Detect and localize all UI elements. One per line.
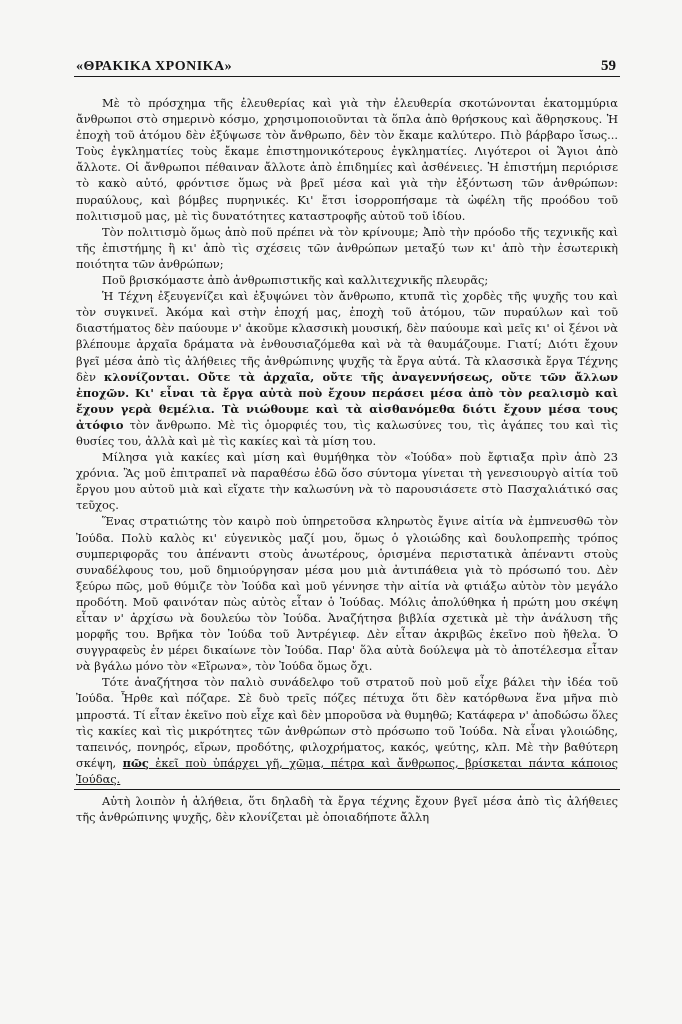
paragraph-8: Αὐτὴ λοιπὸν ἡ ἀλήθεια, ὅτι δηλαδὴ τὰ ἔργα τέχνης ἔχουν βγεῖ μέσα ἀπὸ τὶς ἀλήθειες τῆς ἀνθρώπινης ψυχῆς, δὲν κλονίζεται μὲ ὁποιαδήποτε ἄλλη xyxy=(76,794,618,825)
section-rule xyxy=(74,789,620,790)
paragraph-4-bold: κλονίζονται. Οὔτε τὰ ἀρχαῖα, οὔτε τῆς ἀναγεννήσεως, οὔτε τῶν ἄλλων ἐποχῶν. Κι' εἶναι τὰ ἔργα αὐτὰ ποὺ ἔχουν περάσει μέσα ἀπὸ τὸν ρεαλισμὸ καὶ ἔχουν γερὰ θεμέλια. Τὰ νιώθουμε καὶ τὰ αἰσθανόμεθα διότι ἔχουν μέσα τους ἀτόφιο xyxy=(76,369,618,432)
paragraph-7-text: Τότε ἀναζήτησα τὸν παλιὸ συνάδελφο τοῦ στρατοῦ ποὺ μοῦ εἶχε βάλει τὴν ἰδέα τοῦ Ἰούδα. Ἦρθε καὶ πόζαρε. Σὲ δυὸ τρεῖς πόζες πέτυχα ὅτι δὲν κατόρθωνα ἕνα μῆνα πιὸ μπροστά. Τί εἶταν ἐκεῖνο ποὺ εἶχε καὶ δὲν μποροῦσα νὰ θυμηθῶ; Κατάφερα ν' ἀποδώσω ὅλες τὶς κακίες καὶ τὶς μικρότητες τῶν ἀνθρώπων στὸ πρόσωπο τοῦ Ἰούδα. Νὰ εἶναι γλοιώδης, ταπεινός, πονηρός, εἴρων, προδότης, φιλοχρήματος, κακός, ψεύτης, κλπ. Μὲ τὴν βαθύτερη σκέψη, xyxy=(76,675,618,770)
header-rule xyxy=(74,76,620,77)
paragraph-6: Ἕνας στρατιώτης τὸν καιρὸ ποὺ ὑπηρετοῦσα κληρωτὸς ἔγινε αἰτία νὰ ἐμπνευσθῶ τὸν Ἰούδα. Πολὺ καλὸς κι' εὐγενικὸς μαζί μου, ὅμως ὁ γλοιώδης καὶ δουλοπρεπὴς τρόπος συμπεριφορᾶς του ἀπέναντι στοὺς ἀνωτέρους, ὁρισμένα περιστατικὰ ἀπέναντι στοὺς συναδέλφους του, μοῦ δημιούργησαν μέσα μου μιὰ ἀντιπάθεια γιὰ τὸ πρόσωπό του. Δὲν ξεύρω πῶς, μοῦ θύμιζε τὸν Ἰούδα καὶ μοῦ γέννησε τὴν αἰτία νὰ φτιάξω αὐτὸν τὸν μεγάλο προδότη. Μοῦ φαινόταν πὼς αὐτὸς εἶταν ὁ Ἰούδας. Μόλις ἀπολύθηκα ἡ πρώτη μου σκέψη εἶταν ν' ἀρχίσω νὰ δουλεύω τὸν Ἰούδα. Ἀναζήτησα βιβλία σχετικὰ μὲ τὴν ἀνάλυση τῆς μορφῆς του. Βρῆκα τὸν Ἰούδα τοῦ Ἀντρέγιεφ. Δὲν εἶταν ἀκριβῶς ἐκεῖνο ποὺ ἤθελα. Ὁ συγγραφεὺς ἐν μέρει δικαίωνε τὸν Ἰούδα. Παρ' ὅλα αὐτὰ δούλεψα μὰ τὸ ἀποτέλεσμα εἶταν νὰ βγάλω μόνο τὸν «Εἴρωνα», τὸν Ἰούδα ὅμως ὄχι. xyxy=(76,514,618,674)
paragraph-4-text: Ἡ Τέχνη ἐξευγενίζει καὶ ἐξυψώνει τὸν ἄνθρωπο, κτυπᾶ τὶς χορδὲς τῆς ψυχῆς του καὶ τὸν συγκινεῖ. Ἀκόμα καὶ στὴν ἐποχή μας, ἐποχὴ τοῦ ἀτόμου, τῶν πυραύλων καὶ τοῦ διαστήματος δὲν παύουμε ν' ἀκοῦμε κλασσικὴ μουσική, δὲν παύουμε καὶ μεῖς κι' οἱ ξένοι νὰ βλέπουμε ἀρχαῖα δράματα νὰ ἐνθουσιαζόμεθα καὶ νὰ τὰ θαυμάζουμε. Γιατί; Διότι ἔχουν βγεῖ μέσα ἀπὸ τὶς ἀλήθειες τῆς ἀνθρώπινης ψυχῆς τὰ ἔργα αὐτά. Τὰ κλασσικὰ ἔργα Τέχνης δὲν xyxy=(76,289,618,384)
paragraph-4 xyxy=(76,288,618,449)
paragraph-7 xyxy=(76,674,618,787)
page-number: 59 xyxy=(601,58,616,74)
paragraph-3: Ποῦ βρισκόμαστε ἀπὸ ἀνθρωπιστικῆς καὶ καλλιτεχνικῆς πλευρᾶς; xyxy=(102,273,489,288)
running-header xyxy=(76,58,616,75)
paragraph-7-end: ἐκεῖ ποὺ ὑπάρχει γῆ, χῶμα, πέτρα καὶ ἄνθρωπος, βρίσκεται πάντα κάποιος Ἰούδας. xyxy=(76,755,619,786)
paragraph-7-emphasis: πῶς xyxy=(122,755,149,770)
journal-title: «ΘΡΑΚΙΚΑ ΧΡΟΝΙΚΑ» xyxy=(76,59,233,74)
paragraph-1: Μὲ τὸ πρόσχημα τῆς ἐλευθερίας καὶ γιὰ τὴν ἐλευθερία σκοτώνονται ἑκατομμύρια ἄνθρωποι στὸ σημερινὸ κόσμο, χρησιμοποιοῦνται τὰ ὅπλα ἀπὸ θρήσκους καὶ ἄθρησκους. Ἡ ἐποχὴ τοῦ ἀτόμου δὲν ἐξύψωσε τὸν ἄνθρωπο, δὲν τὸν ἔκαμε καλύτερο. Πιὸ βάρβαρο ἴσως... Τοὺς ἐγκληματίες τοὺς ἔκαμε ἐπιστημονικότερους ἐγκληματίες. Λιγότεροι οἱ Ἅγιοι ἀπὸ ἄλλοτε. Οἱ ἄνθρωποι πέθαιναν ἄλλοτε ἀπὸ ἐπιδημίες καὶ ἀσθένειες. Ἡ ἐπιστήμη περιόρισε τὸ κακὸ αὐτό, φρόντισε ὅμως νὰ βρεῖ μέσα καὶ γιὰ τὴν ἐξόντωση τῶν ἀνθρώπων: πυραύλους, καὶ βόμβες πυρηνικές. Κι' ἔτσι ἰσορροπήσαμε τὰ ὠφέλη τῆς προόδου τοῦ πολιτισμοῦ μας, μὲ τὶς δυνατότητες καταστροφῆς αὐτοῦ τοῦ ἰδίου. xyxy=(76,96,618,223)
article-body xyxy=(76,95,618,825)
paragraph-5: Μίλησα γιὰ κακίες καὶ μίση καὶ θυμήθηκα τὸν «Ἰούδα» ποὺ ἔφτιαξα πρὶν ἀπὸ 23 χρόνια. Ἂς μοῦ ἐπιτραπεῖ νὰ παραθέσω ἐδῶ ὅσο σύντομα γίνεται τὴ γενεσιουργὸ αἰτία τοῦ ἔργου μου αὐτοῦ μιὰ καὶ εἴχατε τὴν καλωσύνη νὰ τὸ παρουσιάσετε στὸ Πασχαλιάτικό σας τεῦχος. xyxy=(76,450,618,513)
paragraph-4-end: τὸν ἄνθρωπο. Μὲ τὶς ὁμορφιές του, τὶς καλωσύνες του, τὶς ἀγάπες του καὶ τὶς θυσίες του, ἀλλὰ καὶ μὲ τὶς κακίες καὶ τὰ μίση του. xyxy=(76,417,618,448)
paragraph-2: Τὸν πολιτισμὸ ὅμως ἀπὸ ποῦ πρέπει νὰ τὸν κρίνουμε; Ἀπὸ τὴν πρόοδο τῆς τεχνικῆς καὶ τῆς ἐπιστήμης ἢ κι' ἀπὸ τὶς σχέσεις τῶν ἀνθρώπων μεταξύ των κι' ἀπὸ τὴν ἐσωτερικὴ ποιότητα τῶν ἀνθρώπων; xyxy=(76,224,618,271)
